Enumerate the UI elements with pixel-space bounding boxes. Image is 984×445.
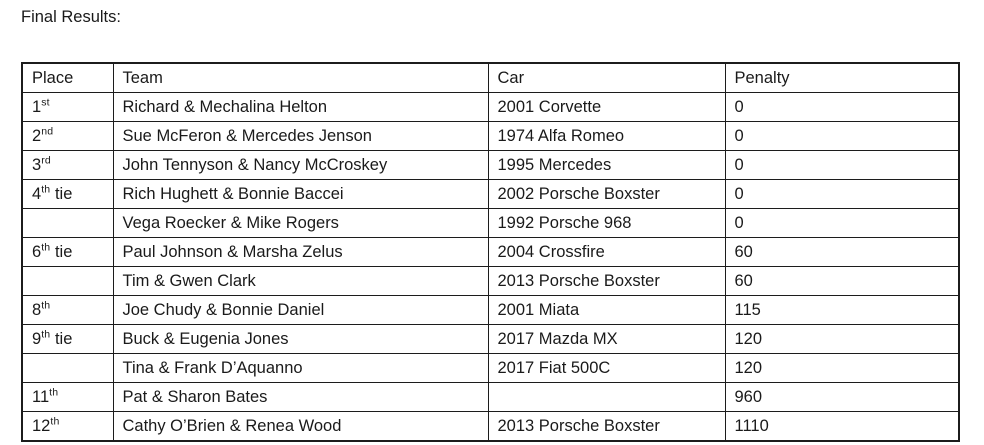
header-team: Team	[113, 63, 488, 93]
place-ordinal-suffix: th	[49, 386, 59, 398]
table-row	[22, 93, 959, 122]
penalty-cell: 115	[725, 296, 959, 325]
table-row	[22, 354, 959, 383]
place-cell	[22, 354, 113, 383]
table-row	[22, 238, 959, 267]
penalty-cell: 0	[725, 180, 959, 209]
place-tie-label: tie	[50, 242, 73, 261]
place-ordinal-suffix: th	[41, 299, 51, 311]
car-cell: 2004 Crossfire	[488, 238, 725, 267]
team-cell: Rich Hughett & Bonnie Baccei	[113, 180, 488, 209]
team-cell: Pat & Sharon Bates	[113, 383, 488, 412]
table-row	[22, 209, 959, 238]
penalty-cell: 120	[725, 325, 959, 354]
table-row	[22, 122, 959, 151]
car-cell: 1974 Alfa Romeo	[488, 122, 725, 151]
penalty-cell: 0	[725, 209, 959, 238]
place-number: 4	[32, 184, 42, 203]
team-cell: Vega Roecker & Mike Rogers	[113, 209, 488, 238]
place-number: 6	[32, 242, 42, 261]
car-cell: 2013 Porsche Boxster	[488, 412, 725, 442]
penalty-cell: 60	[725, 238, 959, 267]
place-number: 3	[32, 155, 42, 174]
table-row	[22, 412, 959, 442]
place-cell	[22, 151, 113, 180]
penalty-cell: 0	[725, 151, 959, 180]
place-ordinal-suffix: th	[50, 415, 60, 427]
place-number: 11	[32, 387, 50, 406]
team-cell: Tina & Frank D’Aquanno	[113, 354, 488, 383]
page-title: Final Results:	[21, 8, 121, 26]
car-cell: 1995 Mercedes	[488, 151, 725, 180]
car-cell: 2001 Miata	[488, 296, 725, 325]
header-penalty: Penalty	[725, 63, 959, 93]
place-tie-label: tie	[50, 329, 73, 348]
team-cell: Cathy O’Brien & Renea Wood	[113, 412, 488, 442]
car-cell	[488, 383, 725, 412]
place-cell	[22, 180, 113, 209]
place-cell	[22, 383, 113, 412]
team-cell: Richard & Mechalina Helton	[113, 93, 488, 122]
penalty-cell: 0	[725, 93, 959, 122]
results-table	[21, 62, 960, 442]
place-cell	[22, 122, 113, 151]
team-cell: Buck & Eugenia Jones	[113, 325, 488, 354]
table-row	[22, 383, 959, 412]
place-ordinal-suffix: th	[41, 183, 51, 195]
penalty-cell: 120	[725, 354, 959, 383]
place-cell	[22, 209, 113, 238]
place-cell	[22, 93, 113, 122]
team-cell: Paul Johnson & Marsha Zelus	[113, 238, 488, 267]
table-header-row	[22, 63, 959, 93]
place-number: 8	[32, 300, 42, 319]
penalty-cell: 0	[725, 122, 959, 151]
place-ordinal-suffix: th	[41, 241, 51, 253]
place-cell	[22, 296, 113, 325]
team-cell: Joe Chudy & Bonnie Daniel	[113, 296, 488, 325]
penalty-cell: 960	[725, 383, 959, 412]
car-cell: 2017 Mazda MX	[488, 325, 725, 354]
table-row	[22, 151, 959, 180]
penalty-cell: 60	[725, 267, 959, 296]
table-row	[22, 325, 959, 354]
car-cell: 2013 Porsche Boxster	[488, 267, 725, 296]
car-cell: 2017 Fiat 500C	[488, 354, 725, 383]
car-cell: 2002 Porsche Boxster	[488, 180, 725, 209]
car-cell: 1992 Porsche 968	[488, 209, 725, 238]
place-cell	[22, 267, 113, 296]
place-ordinal-suffix: th	[41, 328, 51, 340]
place-number: 1	[32, 97, 42, 116]
place-number: 12	[32, 416, 51, 435]
penalty-cell: 1110	[725, 412, 959, 442]
place-cell	[22, 325, 113, 354]
table-row	[22, 180, 959, 209]
place-ordinal-suffix: nd	[41, 125, 54, 137]
table-row	[22, 296, 959, 325]
place-ordinal-suffix: st	[41, 96, 50, 108]
place-cell	[22, 238, 113, 267]
place-number: 9	[32, 329, 42, 348]
team-cell: Sue McFeron & Mercedes Jenson	[113, 122, 488, 151]
place-tie-label: tie	[50, 184, 73, 203]
place-number: 2	[32, 126, 42, 145]
header-car: Car	[488, 63, 725, 93]
table-row	[22, 267, 959, 296]
team-cell: John Tennyson & Nancy McCroskey	[113, 151, 488, 180]
place-ordinal-suffix: rd	[41, 154, 51, 166]
place-cell	[22, 412, 113, 442]
team-cell: Tim & Gwen Clark	[113, 267, 488, 296]
car-cell: 2001 Corvette	[488, 93, 725, 122]
header-place: Place	[22, 63, 113, 93]
